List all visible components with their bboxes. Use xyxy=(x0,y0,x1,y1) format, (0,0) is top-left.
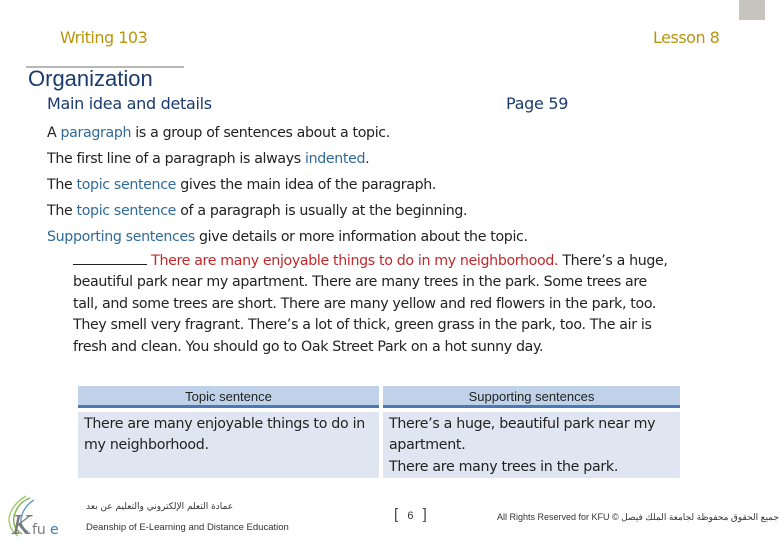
corner-decoration xyxy=(739,0,765,20)
definition-text: is a group of sentences about a topic. xyxy=(131,125,390,141)
definition-line xyxy=(47,120,687,146)
lesson-label: Lesson 8 xyxy=(653,28,720,47)
definition-keyword: topic sentence xyxy=(76,203,177,219)
paragraph-body: There’s a huge, beautiful park near my apartment. There are many trees in the park. Some trees are tall, and some trees are short. There are many yellow and red flowers in the park, too. They smell very fragrant. There’s a lot of thick, green grass in the park, too. The air is fresh and clean. You should go to Oak Street Park on a hot sunny day. xyxy=(73,253,668,355)
svg-text:fu: fu xyxy=(32,522,46,538)
svg-text:e: e xyxy=(50,522,59,538)
deanship-english: Deanship of E-Learning and Distance Education xyxy=(86,522,289,533)
definition-line xyxy=(47,198,687,224)
supporting-sentences-cell xyxy=(383,412,680,478)
page-reference: Page 59 xyxy=(506,94,569,113)
page-number-value: 6 xyxy=(407,510,414,522)
definition-text: The xyxy=(47,177,77,193)
definition-text: The xyxy=(47,203,77,219)
definition-line xyxy=(47,146,687,172)
deanship-arabic: عمادة التعلم الإلكتروني والتعليم عن بعد xyxy=(86,502,234,512)
supporting-sentence: There are many trees in the park. xyxy=(389,458,619,475)
definition-text: gives the main idea of the paragraph. xyxy=(176,177,437,193)
copyright: All Rights Reserved for KFU © جميع الحقوق محفوظة لجامعة الملك فيصل xyxy=(497,512,779,522)
bracket-left: [ xyxy=(394,506,399,523)
definition-text: . xyxy=(365,151,370,167)
table-header-topic: Topic sentence xyxy=(78,386,379,408)
page-subtitle: Main idea and details xyxy=(47,94,212,113)
topic-sentence: There are many enjoyable things to do in my neighborhood. xyxy=(151,253,559,269)
definition-text: give details or more information about the topic. xyxy=(194,229,528,245)
example-paragraph xyxy=(73,251,673,358)
table-header-supporting: Supporting sentences xyxy=(383,386,680,408)
page-title: Organization xyxy=(28,66,153,91)
title-blank xyxy=(73,253,147,265)
definition-keyword: indented xyxy=(304,151,366,167)
topic-sentence-cell: There are many enjoyable things to do in my neighborhood. xyxy=(78,412,379,478)
svg-text:K: K xyxy=(12,511,32,538)
definition-text: of a paragraph is usually at the beginning. xyxy=(176,203,468,219)
definition-text: The first line of a paragraph is always xyxy=(47,151,305,167)
definitions-list xyxy=(47,120,687,250)
definition-keyword: topic sentence xyxy=(76,177,177,193)
definition-text: A xyxy=(47,125,61,141)
definition-keyword: Supporting sentences xyxy=(47,229,195,245)
definition-line xyxy=(47,172,687,198)
supporting-sentence: There’s a huge, beautiful park near my apartment. xyxy=(389,416,656,454)
definition-keyword: paragraph xyxy=(60,125,132,141)
bracket-right: ] xyxy=(422,506,427,523)
course-label: Writing 103 xyxy=(60,28,148,47)
kfu-elearning-logo-icon xyxy=(4,494,76,538)
definition-line xyxy=(47,224,687,250)
page-number xyxy=(394,506,427,523)
